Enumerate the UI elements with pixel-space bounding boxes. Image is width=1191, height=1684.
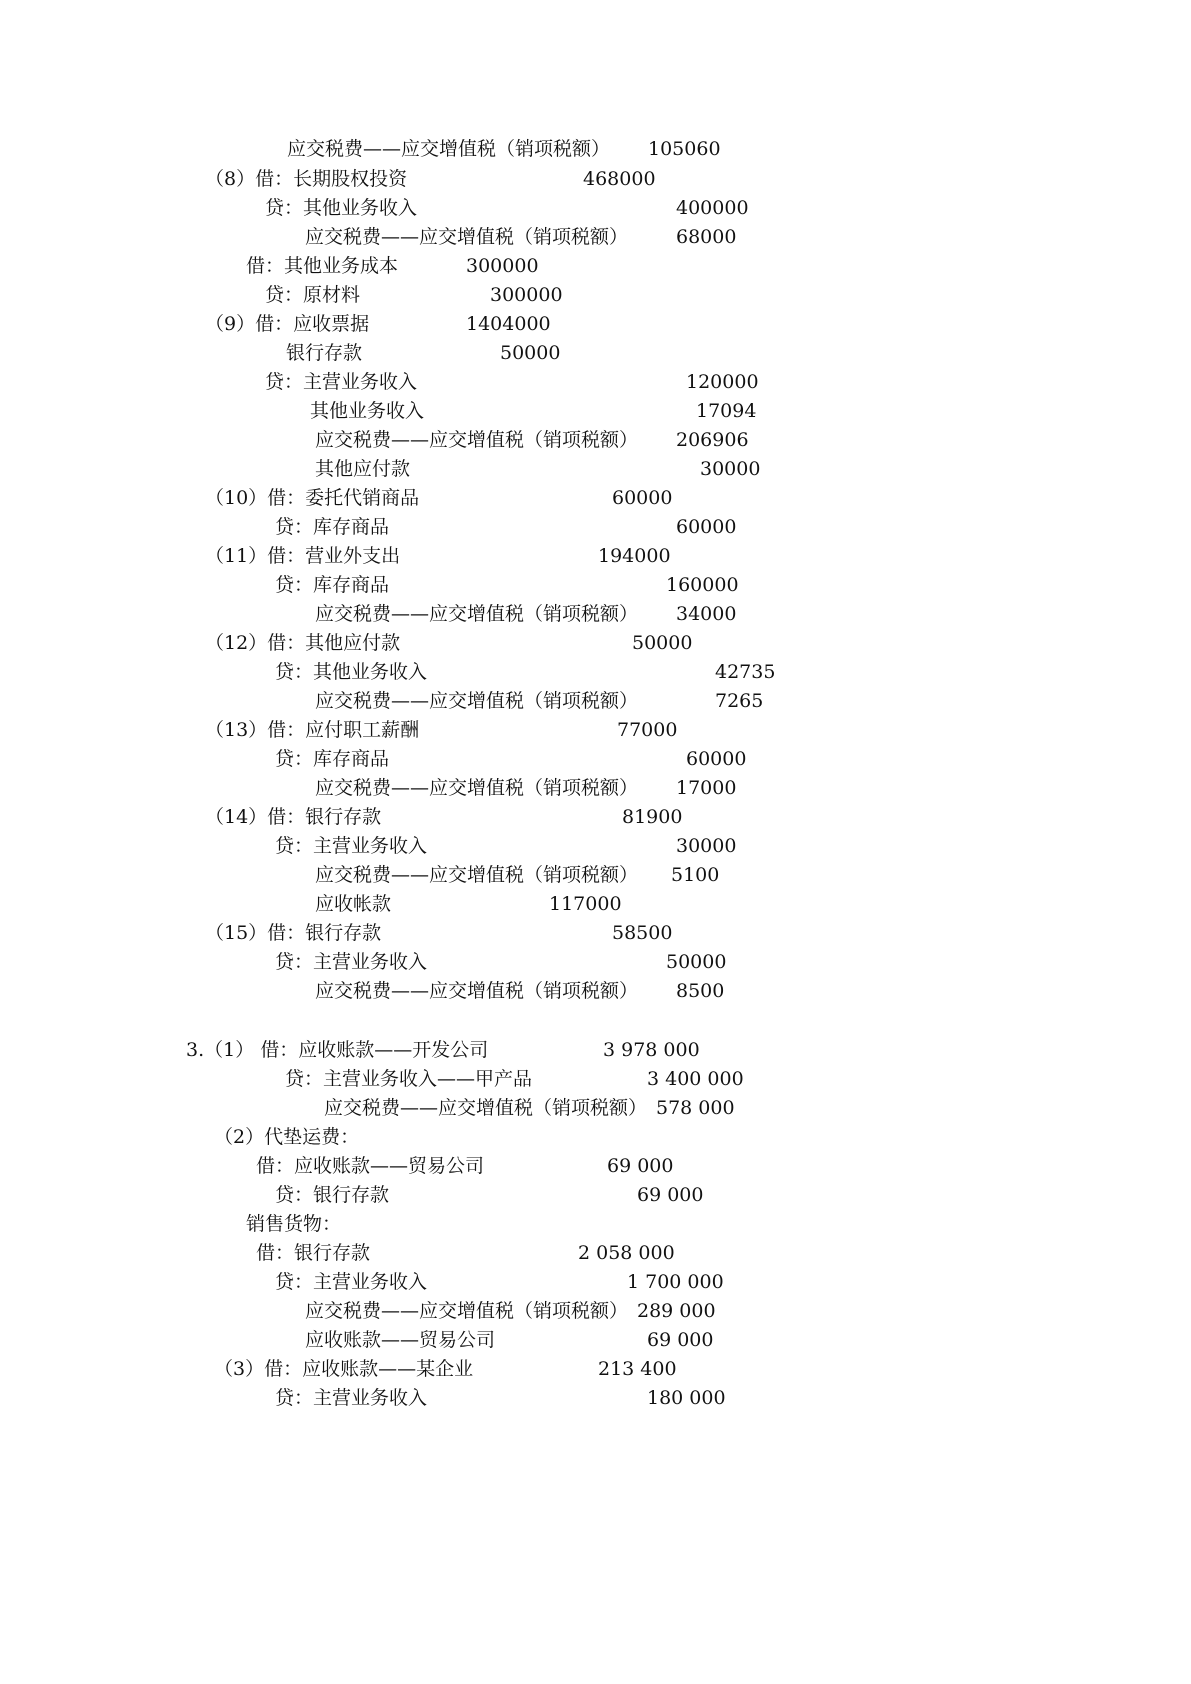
- amount: 7265: [715, 690, 764, 712]
- amount: 289 000: [637, 1300, 716, 1322]
- amount: 3 400 000: [647, 1068, 744, 1090]
- account-text: 应交税费——应交增值税（销项税额）: [315, 777, 639, 799]
- amount: 180 000: [647, 1387, 726, 1409]
- amount: 400000: [676, 197, 749, 219]
- account-text: 借：银行存款: [256, 1242, 371, 1264]
- amount: 300000: [490, 284, 563, 306]
- amount: 194000: [598, 545, 671, 567]
- account-text: （14）借：银行存款: [205, 806, 382, 828]
- account-text: （9）借：应收票据: [205, 313, 370, 335]
- amount: 1404000: [466, 313, 551, 335]
- account-text: 其他业务收入: [310, 400, 425, 422]
- amount: 42735: [715, 661, 776, 683]
- account-text: 应交税费——应交增值税（销项税额）: [315, 429, 639, 451]
- amount: 58500: [612, 922, 673, 944]
- account-text: 应交税费——应交增值税（销项税额）: [305, 226, 629, 248]
- account-text: （13）借：应付职工薪酬: [205, 719, 420, 741]
- amount: 2 058 000: [578, 1242, 675, 1264]
- account-text: 贷：主营业务收入: [275, 1387, 428, 1409]
- account-text: 贷：库存商品: [275, 574, 390, 596]
- amount: 5100: [671, 864, 720, 886]
- account-text: 贷：主营业务收入——甲产品: [285, 1068, 533, 1090]
- account-text: 应收帐款: [315, 893, 392, 915]
- account-text: 贷：主营业务收入: [265, 371, 418, 393]
- account-text: 应交税费——应交增值税（销项税额）: [315, 603, 639, 625]
- account-text: 应收账款——贸易公司: [305, 1329, 496, 1351]
- amount: 300000: [466, 255, 539, 277]
- account-text: 3.（1） 借：应收账款——开发公司: [186, 1039, 489, 1061]
- amount: 120000: [686, 371, 759, 393]
- account-text: 贷：主营业务收入: [275, 951, 428, 973]
- amount: 30000: [700, 458, 761, 480]
- amount: 69 000: [647, 1329, 714, 1351]
- account-text: 贷：库存商品: [275, 748, 390, 770]
- amount: 60000: [676, 516, 737, 538]
- account-text: 其他应付款: [315, 458, 411, 480]
- account-text: 应交税费——应交增值税（销项税额）: [305, 1300, 629, 1322]
- amount: 69 000: [607, 1155, 674, 1177]
- account-text: 应交税费——应交增值税（销项税额）: [287, 138, 611, 160]
- amount: 213 400: [598, 1358, 677, 1380]
- account-text: （11）借：营业外支出: [205, 545, 401, 567]
- amount: 17094: [696, 400, 757, 422]
- amount: 60000: [612, 487, 673, 509]
- account-text: 贷：其他业务收入: [265, 197, 418, 219]
- amount: 60000: [686, 748, 747, 770]
- account-text: 银行存款: [286, 342, 363, 364]
- account-text: （8）借：长期股权投资: [205, 168, 408, 190]
- account-text: （3）借：应收账款——某企业: [214, 1358, 474, 1380]
- amount: 50000: [666, 951, 727, 973]
- amount: 17000: [676, 777, 737, 799]
- amount: 34000: [676, 603, 737, 625]
- account-text: 贷：银行存款: [275, 1184, 390, 1206]
- account-text: 贷：主营业务收入: [275, 1271, 428, 1293]
- account-text: 销售货物：: [246, 1213, 342, 1235]
- account-text: （15）借：银行存款: [205, 922, 382, 944]
- account-text: （10）借：委托代销商品: [205, 487, 420, 509]
- amount: 50000: [632, 632, 693, 654]
- account-text: （2）代垫运费：: [214, 1126, 360, 1148]
- account-text: 应交税费——应交增值税（销项税额）: [315, 864, 639, 886]
- amount: 81900: [622, 806, 683, 828]
- account-text: 应交税费——应交增值税（销项税额）: [324, 1097, 648, 1119]
- account-text: 借：其他业务成本: [246, 255, 399, 277]
- amount: 30000: [676, 835, 737, 857]
- amount: 206906: [676, 429, 749, 451]
- account-text: 借：应收账款——贸易公司: [256, 1155, 485, 1177]
- amount: 68000: [676, 226, 737, 248]
- amount: 69 000: [637, 1184, 704, 1206]
- amount: 77000: [617, 719, 678, 741]
- account-text: 应交税费——应交增值税（销项税额）: [315, 690, 639, 712]
- account-text: 应交税费——应交增值税（销项税额）: [315, 980, 639, 1002]
- account-text: 贷：原材料: [265, 284, 361, 306]
- amount: 468000: [583, 168, 656, 190]
- account-text: 贷：库存商品: [275, 516, 390, 538]
- account-text: 贷：主营业务收入: [275, 835, 428, 857]
- account-text: （12）借：其他应付款: [205, 632, 401, 654]
- amount: 105060: [648, 138, 721, 160]
- amount: 160000: [666, 574, 739, 596]
- account-text: 贷：其他业务收入: [275, 661, 428, 683]
- amount: 578 000: [656, 1097, 735, 1119]
- amount: 3 978 000: [603, 1039, 700, 1061]
- amount: 1 700 000: [627, 1271, 724, 1293]
- amount: 117000: [549, 893, 622, 915]
- amount: 50000: [500, 342, 561, 364]
- amount: 8500: [676, 980, 725, 1002]
